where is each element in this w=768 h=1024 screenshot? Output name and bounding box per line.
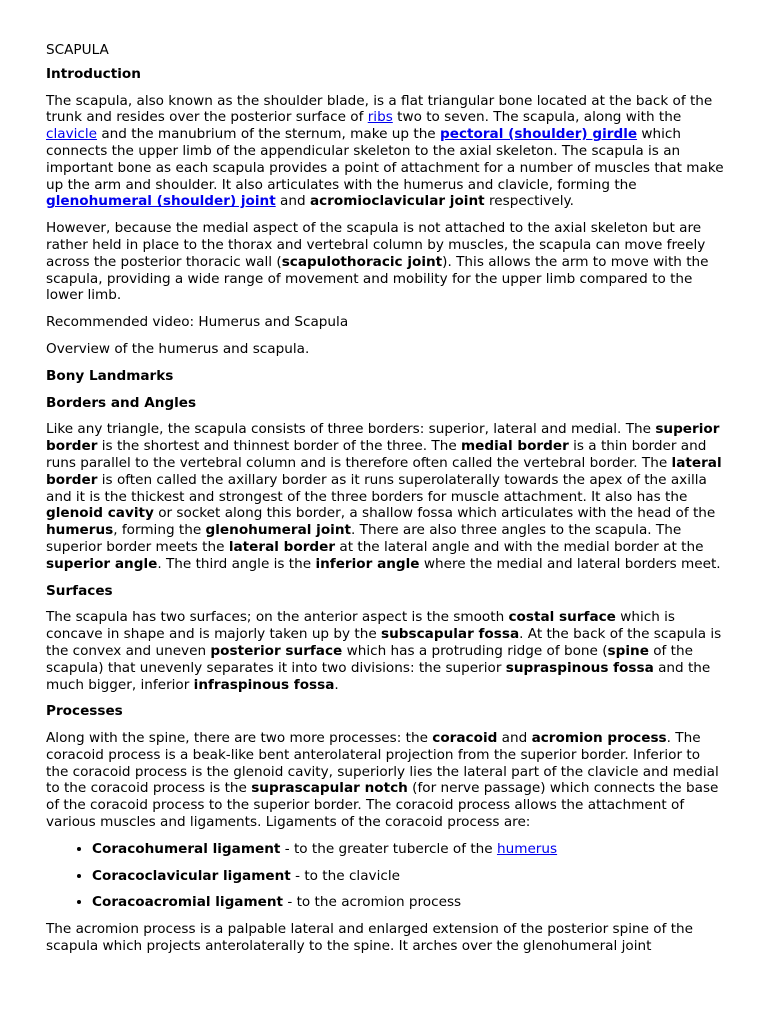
document-title: SCAPULA — [46, 42, 109, 58]
link-glenohumeral-joint[interactable]: glenohumeral (shoulder) joint — [46, 193, 276, 210]
heading-processes: Processes — [46, 703, 123, 720]
heading-surfaces: Surfaces — [46, 582, 113, 599]
intro-paragraph-1: The scapula, also known as the shoulder blade, is a flat triangular bone located at the back of the trunk and resides over the posterior surface of ribs two to seven. The scapula, along with the clavicle and the manubrium of the sternum, make up the pectoral (shoulder) girdle which connects the upper limb of the appendicular skeleton to the axial skeleton. The scapula is an important bone as each scapula provides a point of attachment for a number of muscles that make up the arm and shoulder. It also articulates with the humerus and clavicle, forming the glenohumeral (shoulder) joint and acromioclavicular joint respectively. — [46, 92, 724, 210]
term-spine: spine — [607, 642, 649, 659]
term-acromioclavicular-joint: acromioclavicular joint — [309, 193, 485, 210]
term-coracoid: coracoid — [432, 730, 498, 747]
term-suprascapular-notch: suprascapular notch — [251, 780, 408, 797]
recommended-video: Recommended video: Humerus and Scapula — [46, 314, 349, 331]
term-posterior-surface: posterior surface — [210, 642, 343, 659]
term-superior-border: superior border — [46, 421, 720, 455]
borders-paragraph: Like any triangle, the scapula consists of three borders: superior, lateral and medial. The superior border is the shortest and thinnest border of the three. The medial border is a thin border and runs parallel to the vertebral column and is therefore often called the vertebral border. The lateral border is often called the axillary border as it runs superolaterally towards the apex of the axilla and it is the thickest and strongest of the three borders for muscle attachment. It also has the glenoid cavity or socket along this border, a shallow fossa which articulates with the head of the humerus, forming the glenohumeral joint. There are also three angles to the scapula. The superior border meets the lateral border at the lateral angle and with the medial border at the superior angle. The third angle is the inferior angle where the medial and lateral borders meet. — [46, 421, 722, 572]
term-glenoid-cavity: glenoid cavity — [46, 505, 154, 522]
term-inferior-angle: inferior angle — [315, 555, 420, 572]
term-lateral-border: lateral border — [46, 454, 722, 488]
processes-paragraph: Along with the spine, there are two more processes: the coracoid and acromion process. The coracoid process is a beak-like bent anterolateral projection from the superior border. Inferior to the coracoid process is the glenoid cavity, superiorly lies the lateral part of the clavicle and medial to the coracoid process is the suprascapular notch (for nerve passage) which connects the base of the coracoid process to the superior border. The coracoid process allows the attachment of various muscles and ligaments. Ligaments of the coracoid process are: — [46, 730, 719, 831]
term-lateral-border-2: lateral border — [228, 538, 336, 555]
term-infraspinous-fossa: infraspinous fossa — [193, 676, 335, 693]
surfaces-paragraph: The scapula has two surfaces; on the anterior aspect is the smooth costal surface which is concave in shape and is majorly taken up by the subscapular fossa. At the back of the scapula is the convex and uneven posterior surface which has a protruding ridge of bone (spine of the scapula) that unevenly separates it into two divisions: the superior supraspinous fossa and the much bigger, inferior infraspinous fossa. — [46, 609, 722, 693]
link-clavicle[interactable]: clavicle — [46, 126, 98, 143]
heading-borders-angles: Borders and Angles — [46, 394, 197, 411]
list-item: • Coracohumeral ligament - to the greater tubercle of the humerus — [92, 841, 726, 858]
heading-introduction: Introduction — [46, 65, 141, 82]
list-item: • Coracoacromial ligament - to the acromion process — [92, 894, 726, 911]
acromion-paragraph: The acromion process is a palpable lateral and enlarged extension of the posterior spine of the scapula which projects anterolaterally to the spine. It arches over the glenohumeral joint — [46, 921, 694, 955]
document-body — [46, 42, 726, 955]
ligament-name: Coracoacromial ligament — [92, 894, 284, 911]
video-overview: Overview of the humerus and scapula. — [46, 340, 310, 357]
link-ribs[interactable]: ribs — [367, 109, 393, 126]
ligament-name: Coracohumeral ligament — [92, 840, 281, 857]
link-pectoral-girdle[interactable]: pectoral (shoulder) girdle — [440, 126, 638, 143]
term-glenohumeral-joint: glenohumeral joint — [205, 522, 352, 539]
term-humerus: humerus — [46, 522, 114, 539]
intro-paragraph-2: However, because the medial aspect of the scapula is not attached to the axial skeleton but are rather held in place to the thorax and vertebral column by muscles, the scapula can move freely across the posterior thoracic wall (scapulothoracic joint). This allows the arm to move with the scapula, providing a wide range of movement and mobility for the upper limb compared to the lower limb. — [46, 220, 709, 304]
list-item: • Coracoclavicular ligament - to the clavicle — [92, 868, 726, 885]
term-superior-angle: superior angle — [46, 555, 158, 572]
ligament-name: Coracoclavicular ligament — [92, 867, 291, 884]
term-subscapular-fossa: subscapular fossa — [381, 626, 520, 643]
term-costal-surface: costal surface — [508, 609, 616, 626]
term-acromion-process: acromion process — [531, 730, 667, 747]
heading-bony-landmarks: Bony Landmarks — [46, 367, 174, 384]
term-supraspinous-fossa: supraspinous fossa — [505, 659, 654, 676]
term-scapulothoracic-joint: scapulothoracic joint — [281, 253, 443, 270]
link-humerus[interactable]: humerus — [496, 840, 558, 857]
ligament-list — [46, 841, 726, 911]
term-medial-border: medial border — [461, 438, 569, 455]
